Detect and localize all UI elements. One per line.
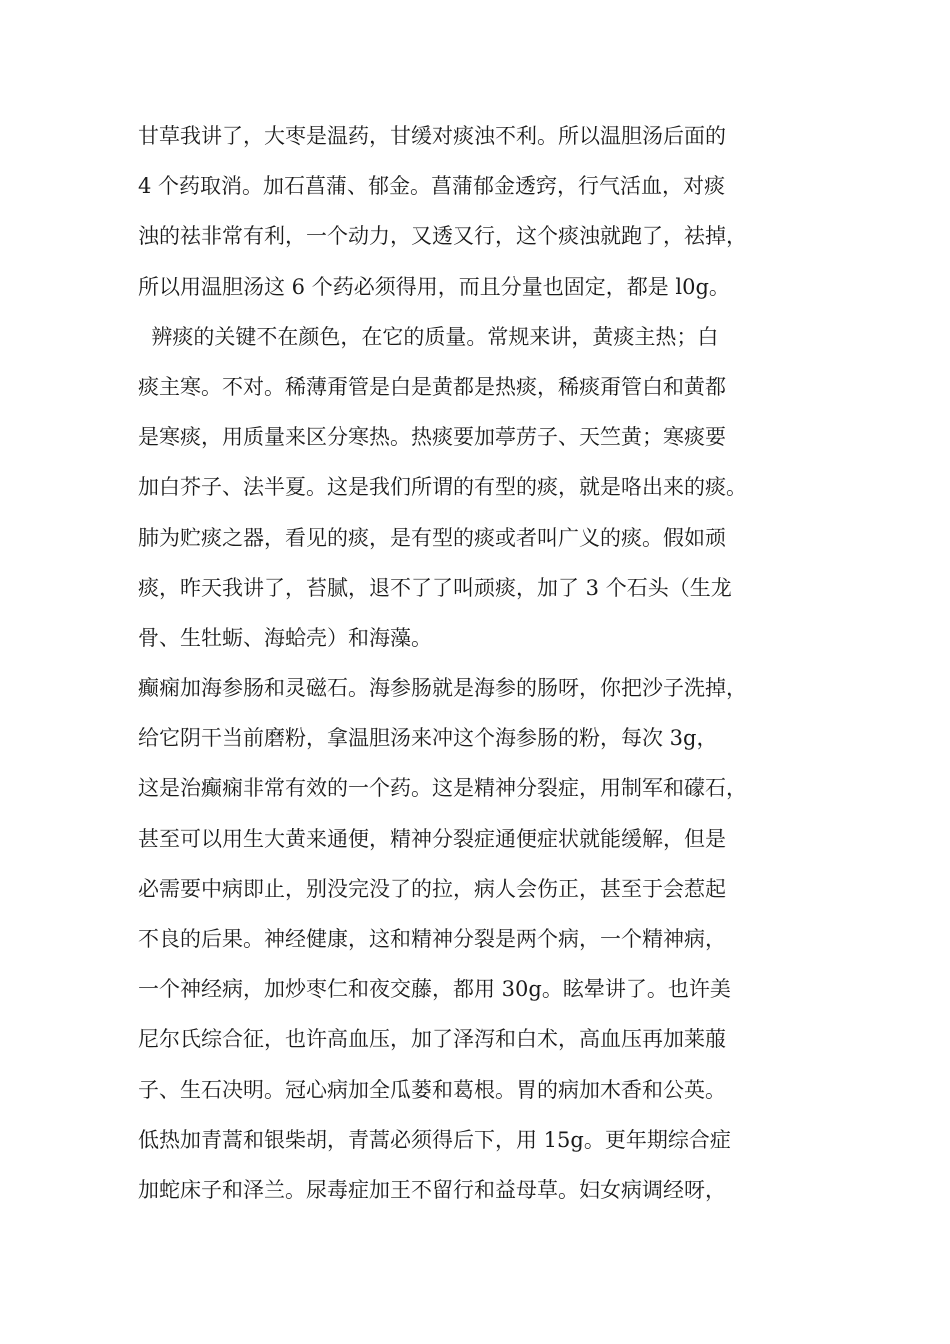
text-line-3: 浊的祛非常有利，一个动力，又透又行，这个痰浊就跑了，祛掉，: [138, 224, 747, 249]
document-body: [138, 116, 818, 1220]
text-line-13: 给它阴干当前磨粉，拿温胆汤来冲这个海参肠的粉，每次 3g，: [138, 726, 718, 751]
text-line-2: 4 个药取消。加石菖蒲、郁金。菖蒲郁金透窍，行气活血，对痰: [138, 174, 726, 199]
text-line-7: 是寒痰，用质量来区分寒热。热痰要加葶苈子、天竺黄；寒痰要: [138, 425, 726, 450]
text-line-4: 所以用温胆汤这 6 个药必须得用，而且分量也固定，都是 l0g。: [138, 274, 730, 299]
text-line-22: 加蛇床子和泽兰。尿毒症加王不留行和益母草。妇女病调经呀，: [138, 1177, 726, 1202]
text-line-9: 肺为贮痰之器，看见的痰，是有型的痰或者叫广义的痰。假如顽: [138, 525, 726, 550]
text-line-8: 加白芥子、法半夏。这是我们所谓的有型的痰，就是咯出来的痰。: [138, 475, 747, 500]
text-line-19: 尼尔氏综合征，也许高血压，加了泽泻和白术，高血压再加莱菔: [138, 1027, 726, 1052]
text-line-20: 子、生石决明。冠心病加全瓜蒌和葛根。胃的病加木香和公英。: [138, 1077, 726, 1102]
text-line-16: 必需要中病即止，别没完没了的拉，病人会伤正，甚至于会惹起: [138, 876, 726, 901]
text-line-15: 甚至可以用生大黄来通便，精神分裂症通便症状就能缓解，但是: [138, 826, 726, 851]
text-line-11: 骨、生牡蛎、海蛤壳）和海藻。: [138, 625, 432, 650]
text-line-14: 这是治癫痫非常有效的一个药。这是精神分裂症，用制军和礞石，: [138, 776, 747, 801]
text-line-10: 痰，昨天我讲了，苔腻，退不了了叫顽痰，加了 3 个石头（生龙: [138, 575, 732, 600]
text-line-21: 低热加青蒿和银柴胡，青蒿必须得后下，用 15g。更年期综合症: [138, 1127, 731, 1152]
text-line-17: 不良的后果。神经健康，这和精神分裂是两个病，一个精神病，: [138, 927, 726, 951]
text-line-6: 痰主寒。不对。稀薄甭管是白是黄都是热痰，稀痰甭管白和黄都: [138, 374, 726, 399]
text-line-5: 辨痰的关键不在颜色，在它的质量。常规来讲，黄痰主热；白: [138, 324, 719, 349]
text-line-18: 一个神经病，加炒枣仁和夜交藤，都用 30g。眩晕讲了。也许美: [138, 977, 731, 1002]
text-line-12: 癫痫加海参肠和灵磁石。海参肠就是海参的肠呀，你把沙子洗掉，: [138, 676, 747, 701]
text-line-1: 甘草我讲了，大枣是温药，甘缓对痰浊不利。所以温胆汤后面的: [138, 124, 726, 148]
